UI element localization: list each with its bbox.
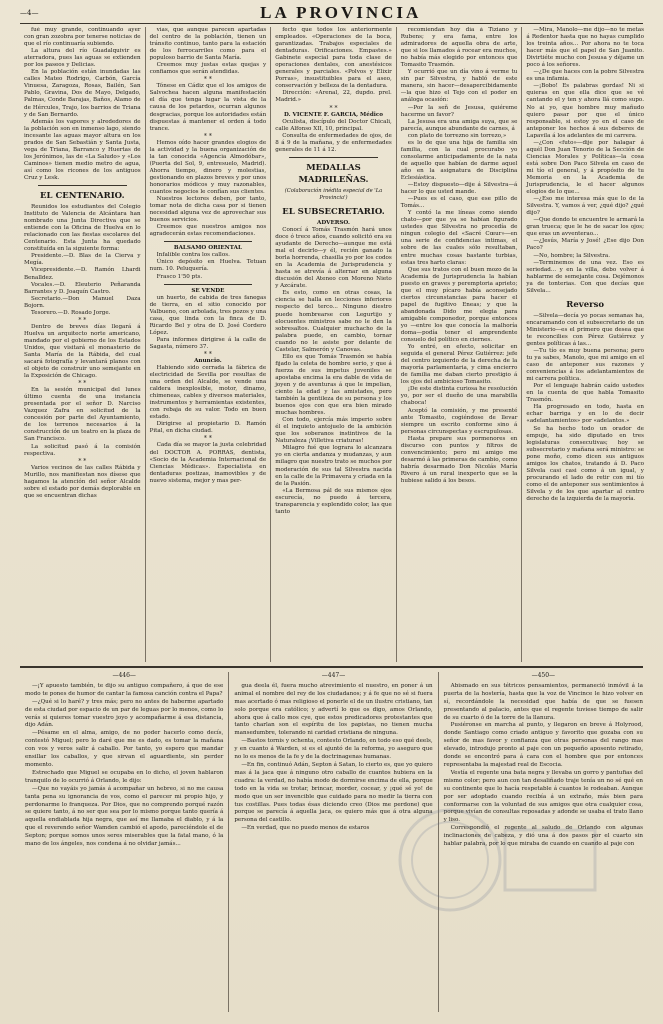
- paragraph: Se ha hecho todo un orador de empuje, ha sido diputado en tres legislaturas consecutivas; hoy se subsecretario y mañana será ministro: se pone moño, como dicen sus antiguos amigos los chatos, tratando á D. Paco Silvela casi casi como á un igual, y procurando el lado de retir con mi tío como el de anteponer sus sentimientos á Silvela y de los que apartar al centro derecho de la izquierda de la mayoría.: [526, 425, 644, 502]
- paragraph: Es esto, como en otras cosas, la ciencia se halla en lecciones inferiores respecto del terco... Ninguno diestro puede hombrearse con Legurtijo y elocuentes ministros sabe no le den la sobresaltos. Cualquier muchacho de la palabra puede, en cambio, tornar cuando no le asiste por delante de Castelar, Salmerón y Canovas.: [275, 290, 392, 353]
- column-3: [271, 27, 397, 662]
- folletin-paragraph: —¿Qué si lo haré? y tres más; pero no antes de haberme apartado de esta ciudad por espacio de un par de leguas por lo menos, como lo verás si quieres tomar vuestro joyo y acompañarme á esa distancia, dijo Adán.: [25, 698, 224, 729]
- paragraph: —Por la señ de Jesusa, quiéreme hacerme un favor?: [400, 104, 518, 118]
- paragraph: Nuestros lectores deben, por tanto, tomar nota de dicha casa por si tienen necesidad alguna vez de aprovechar sus buenos servicios.: [149, 196, 267, 224]
- masthead: [20, 4, 643, 22]
- paragraph: Con todo, ejercía más imperio sobre él el inquieto antojuelo de la ambición que los soberanos instintivos de la Naturaleza ¡Villetiva criaturas!: [275, 417, 392, 445]
- paragraph: La solicitud pasó á la comisión respectiva.: [24, 443, 141, 457]
- masthead-rule: [20, 23, 643, 24]
- paragraph: La Jesusa era una amiga suya, que se parecía, aunque abundante de carnes, á: [400, 118, 518, 132]
- paragraph: —Terminemos de una vez. Eso es seriedad... y en la villa, debo volver á hablarme de semejante cosa. Dejémonos ya de tonterias. Con que decías que Silvela...: [526, 259, 644, 294]
- paragraph: Y ocurrió que un día vino á verme tu sin par Silvestra, y habló de este manera, sin hacer—desapercibidamente—la que hizo el Tejo con el poder en análoga ocasión:: [400, 69, 518, 104]
- paragraph: Oculista, discípulo del Doctor Chicali, calle Alfonso XII, 10, principal.: [275, 118, 392, 132]
- paragraph: Creemos que nuestros amigos nos agradecerán estas recomendaciones.: [149, 224, 267, 238]
- paragraph: —¿Eso me interesa más que lo de la Silvestra. Y, vamos á ver, ¿qué dijo? ¿qué dijo?: [526, 196, 644, 217]
- divider: [164, 241, 253, 242]
- paragraph: Para informes dirigirse á la calle de Sagasta, número 37.: [149, 336, 267, 350]
- separator-asterisks: * *: [203, 76, 212, 84]
- paragraph: —¿De que haces con la pobre Silvestra es una infamia.: [526, 69, 644, 83]
- column-4: [397, 27, 523, 662]
- paragraph: —¡Bobo! Es palabras gordas! Ni si quieras en que ella dice que se vé cantando el y ten y ahora llá como supo. No ai yo, que hombre muy mañudo quiero pasar por que el único responsable, si estoy yo en el caso de anteponer los hechos á sus deberes de Lapavila á los adelantes de mi carrera.: [526, 83, 644, 139]
- paragraph: Creemos muy justas estas quejas y confiamos que serán atendidas.: [149, 62, 267, 76]
- separator-asterisks: * *: [78, 380, 87, 388]
- folletin-paragraph: —En fin, continuó Adán, Septon á Satan, lo cierto es, que yo quiero mas á la jaca que á ninguno otro caballo de cuantos hubiera en la cuadra: la verdad, no había modo de dormirse encima de ella, porque todo en la vida se trotar, brincar, morder, cocear, y ¡qué sé yo! de modo que un ser invencible que cuidado para no medir la tierra con tus costillas. Pues todas ésas diciendo creo (Dios me perdone) que porque se parecía á aquella jaca, os quiero más que á otra alguna persona del castillo.: [234, 761, 433, 824]
- paragraph: recomiendan hoy día á Tiziano y Rubens; y era fama, entre los admiradores de aquella obra de arte, que si los llamados á rocear era muchos, no había más elegido por entonces que Tomasito Trasmón.: [400, 27, 518, 69]
- folletin-paragraph: Pusiéronse en marcha al punto, y llegaron en breve á Holyrood, donde Santiago como criado antiguo y favorito que gozaba con su señor de mas favor y confianza que otras personas del rango mas elevado, introdujo pronto al paje con un pequeño aposento retirado, donde se encontró para á cara con el hombre que por entonces representaba la majestad real de Escocia.: [443, 722, 643, 768]
- paragraph: Y contó la me líneas como siendo chato—por que ya se habían figurado ustedes que Silvestra no procedía de ningun colegio del «Sacré Cœur»—en una serie de confidencias intimas, el sobre de las cuales sólo resultaban, entre muchas cosas bastante turbias, estas tres harto claras:: [400, 210, 518, 266]
- paragraph: Vicepresidente.—D. Ramón Lhardi Benalldez.: [24, 267, 141, 281]
- folletin-paragraph: —¡Y apuesto también, te dijo su antiguo compañero, á que de ese modo te pones de humor de cantar la famosa canción contra el Papa?: [25, 682, 224, 697]
- folletin-page-number: —447—: [321, 672, 346, 679]
- paragraph: Tesorero.—D. Rosado Jorge.: [31, 309, 111, 316]
- paragraph: fué muy grande, continuando ayer con gran zozobra por tenerse noticias de que el río continuaría subiendo.: [24, 27, 141, 48]
- paragraph: Varios vecinos de las calles Rábida y Murillo, nos manifiestan nos dísese que hagamos la atención del señor Alcalde sobre el estado por demás deplorable en que se encuentran dichas: [24, 464, 141, 499]
- paragraph: Ello es que Tomás Trasmón se había fijado la celeta de hombre serio, y que á fuerza de sus impetus juveniles se apostaba encima la era dable de vida de joyen y de aventuras á que le impelian, ciento la edad y las amistades, pero también la gentileza de su persona y los buenos ojos con que era bien mirado muchas hombres.: [275, 353, 392, 417]
- folletin-section: [20, 672, 648, 1012]
- folletin-paragraph: Correspondió el regente al saludo de Orlando con algunas inclinaciones de cabeza, y dió una á dos pasos por el cuarto sin hablar palabra, por lo que miraba de cuando en cuando al paje con: [443, 825, 643, 848]
- paragraph: —Pues es el caso, que ese pillo de Tomás...: [400, 196, 518, 210]
- section-heading: MEDALLAS MADRILEÑAS.: [298, 162, 369, 185]
- folletin-paragraph: —Pésame en el alma, amigo, de no poder hacerlo como decís, contestó Miguel; pero lo daré que me es dado, es tomar la mañana con vos y veros salir á caballo. Por tanto, yo espero que mandar ensillar los caballos, y que sirvan el aguardiente, sin perder momento.: [25, 730, 224, 768]
- paragraph: —No, hombre; la Silvestra.: [533, 252, 610, 259]
- section-subtitle: (Colaboración inédita especial de 'La Provincia'): [284, 187, 383, 201]
- section-heading: EL SUBSECRETARIO.: [282, 206, 385, 217]
- paragraph: Único depósito en Huelva. Tetuan num. 10. Peluquería.: [149, 259, 267, 273]
- paragraph: Tónese en Cádiz que el los amigos de Salvochea hacen alguna manifestación el día que tenga lugar la vista de la causa de los petardos, ocurran algunos desgracias, porque los autoridades están dispuestas á mantener el orden á todo trance.: [149, 83, 267, 132]
- separator-asterisks: * *: [78, 457, 87, 465]
- paragraph: Presidente.—D. Blas de la Cierva y Megía.: [24, 253, 141, 267]
- paragraph: —¿Con «futo»—dije por halagar á aquél Don Juan Tenorio de la Sección de Ciencias Morales y Políticas—la cosa está sobre Don Paco Silvela en caso de mi tío el general, y á propósito de tu Memoria en la Academia de Jurisprudencia, le el hacer algunos elogios de lo que...: [526, 139, 644, 196]
- folletin-paragraph: —Bastos tornis y ochenta, contesto Orlando, en todo eso qué deels, y en cuanto á Warden, si es el ajuntó de la reforma, yo aseguro que no lo es menos de la fe y de la doctrinagenas humanas.: [234, 738, 433, 761]
- folletin-paragraph: —En verdad, que no puedo menos de estaros: [241, 825, 370, 832]
- centered-heading: SE VENDE: [191, 287, 225, 294]
- paragraph: Hemos oído hacer grandes elogios de la actividad y la buena organización de la tan conocida «Agencia Almodóbar», (Puerta del Sol, 9, entresuelo, Madrid). Ahorra tiempo, dinero y molestias, gestionando en plazos breves y por unos honorarios módicos y muy razonables, cuantos negocios le confían sus clientes.: [149, 139, 267, 195]
- paragraph: Dirigirse al propietario D. Ramón Pital, en dicha ciudad.: [149, 421, 267, 435]
- divider: [38, 185, 127, 186]
- paragraph: Por el lenguaje habrán caído ustedes en la cuenta de que habla Tomasito Trasmón.: [526, 383, 644, 404]
- separator-asterisks: * *: [203, 350, 212, 358]
- folletin-paragraph: —Que no vayáis yo jamás á acompañar un hebreo, si no me causa tanta pena su ignorancia de vos, como el parecer mi propio hijo, y perdonarme lo franqueza. Por Dios, que no comprendo porqué razón se quiere tanto, á no ser que sea por lo mismo porque tanto quería á aquella endiablada hija negra, que así me llamaba el diablo, y á la que el reverendo señor Wamden cambió el apodo, pareciéndole el de Septon; porque somos unos seres miserables que la fatal mano, ó la mano de los ángeles, nos condena á no olvidar jamás...: [25, 785, 224, 848]
- paragraph: Frasco 1'50 pts.: [156, 273, 203, 280]
- paragraph: —Mira, Manolo—me dijo—no te metas á Redentor hasta que no hayas cumplido los treinta años... Por ahora no te toca hacer más que el papel de San Juanito. Divirtiéte mucho con Jesusa y déjame un poco á los señores.: [526, 27, 644, 69]
- paragraph: ¡De este distinta curiosa he resolución yo, por ser el dueño de una marabilla chaboca!: [400, 386, 518, 407]
- paragraph: Infalible contra los callos.: [156, 252, 230, 259]
- paragraph: vías, que aunque parecen apartadas del centro de la población, tienen un tránsito continuo, tanto para la estación de los ferrocarriles como para el populoso barrio de Santa María.: [149, 27, 267, 62]
- paragraph: Aceptó la comisión, y me presenté ante Tomasito, cogiéndose de llevar siempre un escrito conforme sino á personas circunspectas y escrupulosas.: [400, 407, 518, 435]
- paragraph: —¿Jesús, María y José! ¿Ese dijo Don Paco?: [526, 238, 644, 252]
- column-5: [522, 27, 648, 662]
- paragraph: un huerto, de cabida de tres fanegas de tierra, en el sitio conocido por Valbueno, con arbolada, tres pozos y una casa, que linda con la finca de D. Ricardo Bel y otra de D. José Cordero López.: [149, 294, 267, 336]
- paragraph: Conocí á Tomás Trasmón hará unos doce ó trece años, cuando solicitó era su ayudante de Derecho—aunque me está mal el decirlo—y él, recién ganado la borla horrenda, chasilla yo por los codos en la Academia de Jurisprudencia y hasta se atrevía á alternar en alguna discusión del Ateneo con Moreno Nieto y Azcárate.: [275, 226, 392, 290]
- folletin-page-number: —450—: [531, 672, 556, 679]
- folletin-column-1: [20, 672, 229, 1012]
- divider: [289, 157, 378, 158]
- folletin-rule: [20, 666, 643, 668]
- paragraph: —Tu tío es muy buena persona; pero tu ya sabes, Manolo, que mi amigo en el caso de anteponer sus razones y conveniencias á los adelantamientos de mi carrera política.: [526, 348, 644, 383]
- paragraph: —Que dondo te encuentre le armará la gran trueca; que le he de sacar los ojos; que eras un avventerao...: [526, 217, 644, 238]
- paragraph: Que sus tratos con el buen mozo de la Academia de Jurisprudencia la habían puesto en graves y peremptoria aprieto; que el muy pícaro había aconsejado ciertos circunstancias para hacer el papel de fugitivo Eneas; y que la abandonada Dido me elegia para amigable componedor, porque entonces yo —entre los que conocía la malhoría doma—podía tener el amprendente consuelo del político en ciernes.: [400, 266, 518, 344]
- section-heading: Reverso: [566, 299, 605, 310]
- paragraph: Cada día se mayor la justa celebridad del DOCTOR A. PORRAS, dentista, «Socio de la Academia Internacional de Ciencias Médicas». Especialista en dentaduras postizas, inamovibles y de nuevo sistema, mejor y mas per-: [149, 442, 267, 484]
- paragraph: Consulta de enfermedades de ojos, de 8 á 9 de la mañana, y de enfermedades generales de 11 á 12.: [275, 132, 392, 153]
- centered-heading: ADVERSO.: [317, 219, 350, 226]
- folletin-paragraph: Estrechado que Miguel se ocupaba en lo dicho, el joven hablaron tranquilo de lo ocurrió á Orlando, le dijo:: [25, 769, 224, 784]
- paragraph: En la sesión municipal del lunes último cuenta de una instancia presentada por el señor D. Narciso Vazquez Zafra en solicitud de la concesión por parte del Ayuntamiento, de los terrenos necesarios á la construcción de un teatro en la plaza de San Francisco.: [24, 387, 141, 443]
- paragraph: Ha progresado en todo, hasta en echar barriga y en lo de decir «adelantamientos» por «adelantos.»: [526, 404, 644, 425]
- centered-heading: BALSAMO ORIENTAL: [173, 245, 242, 252]
- column-1: [20, 27, 146, 662]
- column-2: [146, 27, 272, 662]
- separator-asterisks: * *: [78, 316, 87, 324]
- folletin-paragraph: gua deela él, fuera mucho atrevimiento el nuestro, en poner á un animal el nombre del rey de los ciudadanos; y á fe que no sé si fuera mas acertado ó mas religioso el ponerle el de un ilustre cristiano, tan solo porque era católico; y advertí lo que os digo, amos Orlando, ahora que á callo mos cye, que estos predicadores protestantes que tanto charlan son el espíritu de los papistas, no tienen mucha mansedumbre, tolerando ni caridad cristiana de ninguna.: [234, 682, 433, 737]
- separator-asterisks: * *: [203, 435, 212, 443]
- folletin-column-2: [229, 672, 438, 1012]
- folletin-paragraph: Vestía el regente una bata negra y llevaba un gorro y pantufias del mismo color; pero aun con tan desaliñado traje tenía un no sé qué en su continente que lo hacía respetable á cuantos le rodeaban. Aunque por ser adoptado cuando recibía á un extraño, más bien para conformarse con la voluntad de sus amigos que otra cualquier cosa, porque vivían de consultas reposadas y adonde se usaba el trato llano y liso.: [443, 769, 643, 824]
- section-heading: EL CENTENARIO.: [40, 191, 125, 202]
- paragraph: Hasta prepare sus pormenores en discurso con puntos y filtros de convencimiento; pero mi amigo me desarmó á las primeras de cambio, como habría desarmado Don Nicolás María Rivero á un rural inexperto que se la hubiese salido á los besos.: [400, 435, 518, 484]
- paragraph: Vocales.—D. Eleuterio Peñaranda Barrantes y D. Joaquín Castro.: [24, 281, 141, 295]
- separator-asterisks: * *: [203, 132, 212, 140]
- paragraph: Dirección: «Arenal, 22, dupdo. prel. Madrid.»: [275, 90, 392, 104]
- centered-heading: D. VICENTE F. GARCIA, Médico: [283, 111, 383, 118]
- paragraph: Milagro fué que lograra lo alcanzara yo en cierta andanza y mudanzas, y aun milagro que nuestro trato se muchos por moderación de sus tal Silvestra nacida en la calle de la Primavera y criada en la de la Pasión.: [275, 445, 392, 487]
- paragraph: La altura del río Guadalquivir es aterradora, pues las aguas se extienden por los paseos y Delicias.: [24, 48, 141, 69]
- page-number: —4—: [20, 9, 39, 17]
- paragraph: es lo de que una hija de familia sin familia, con la cual procurabo yo consolarme anticipadamente de la nata de aquello que habían de darme aquel año en la asignatura de Disciplina Eclesiástica.: [400, 139, 518, 181]
- paragraph: con plato de torrezno sin torrezo,»: [407, 132, 507, 139]
- paragraph: «La Bermosa pál de sus mismos ojos escurecía, no puedo á tercera, transparencia y esplendido color, las que tanto: [275, 487, 392, 515]
- paragraph: fecto que todos los anteriormente empleados. «Operaciones de la boca, garantizadas. Trabajos especiales de dentaduras. Orificaciones. Empastes.» Gabinete especial para toda clase de operaciones dentales, con anestésicos generales y parciales. «Polvos y Elixir Porras», insustituibles para el aseo, conservación y belleza de la dentadura.: [275, 27, 392, 90]
- paragraph: —Silvela—decía yo pocas semanas ha, encaramando con el subsecretario de un Ministerio—es el primero que desea que te reconcilies con Pérez Gutiérrez y gentes políticas á las...: [526, 312, 644, 347]
- paragraph: Reunidos los estudiantes del Colegio Instituto de Valencia de Alcántara han nombrado una Junta Directiva que se entiende con la Oficina de Huelva en lo relacionado con las fiestas escolares del Centenario. Esta Junta ha quedado constituída en la siguiente forma:: [24, 204, 141, 253]
- newspaper-title: LA PROVINCIA: [260, 3, 422, 22]
- folletin-column-3: [439, 672, 648, 1012]
- separator-asterisks: * *: [329, 104, 338, 112]
- paragraph: Secretario.—Don Manuel Daza Bojorn.: [24, 295, 141, 309]
- paragraph: En la población están inundadas las calles Mateo Rodrigo, Carbón, García Vinuesa, Zaragoza, Rosas, Bailén, San Pablo, Gravina, Dos de Mayo, Delgado, Palmas, Conde Barajas, Baños, Alamo de de Hércules, Trajo, los barrios de Triana y de San Bernardo.: [24, 69, 141, 118]
- folletin-paragraph: Abismado en sus tétricos pensamientos, permaneció inmóvil á la puerta de la hostería, hasta que la voz de Vincince le hizo volver en sí, recordándole la necesidad que había de que se fuesen presentando al palacio, antes que el regente tuviese tiempo de salir de su cuarto ó de la torre de la llanura.: [443, 682, 643, 721]
- folletin-page-number: —446—: [112, 672, 136, 679]
- paragraph: —Estoy dispuesto—dije á Silvestra—á hacer lo que usted mande.: [400, 182, 518, 196]
- paragraph: Dentro de breves días llegará á Huelva un arquitecto norte americano, mandado por el gobierno de los Estados Unidos, que visitará el monasterio de Santa María de la Rábida, del cual sacará fotografía y levantará planos con el objeto de construir uno semejante en la Exposición de Chicago.: [24, 323, 141, 380]
- paragraph: Habiendo sido cerrada la fábrica de electricidad de Sevilla por resultas de una orden del Alcalde, se vende una caldera inexplosible, motor, dinamo, chimeneas, cables y diversos materiales, instrumentos y herramientas existentes, con rebaja de su valor. Todo en buen estado.: [149, 365, 267, 421]
- news-columns: [20, 27, 648, 662]
- centered-heading: Anuncio.: [194, 357, 222, 364]
- divider: [164, 284, 253, 285]
- paragraph: Yo entré, en efecto, solicitar en seguida el general Pérez Gutiérrez: jefe del centro izquierdo de la derecha de la mayoría parlamentaria, y cima encierro de familia me daban cierto prestigio á los ojos del ambicioso Tomasito.: [400, 344, 518, 386]
- paragraph: Además los vapores y alrededores de la población son en inmenso lago, siendo incesante las aguas mayor altura en los prados de San Sebastián y Santa Justa, vega de Triana, Barranco y Huertas de los Jerónimos, las de «La Saludo» y «Los Caminos» tienen medio metro de agua, así como los ricones de los antiguos Cruz y Lesk.: [24, 118, 141, 181]
